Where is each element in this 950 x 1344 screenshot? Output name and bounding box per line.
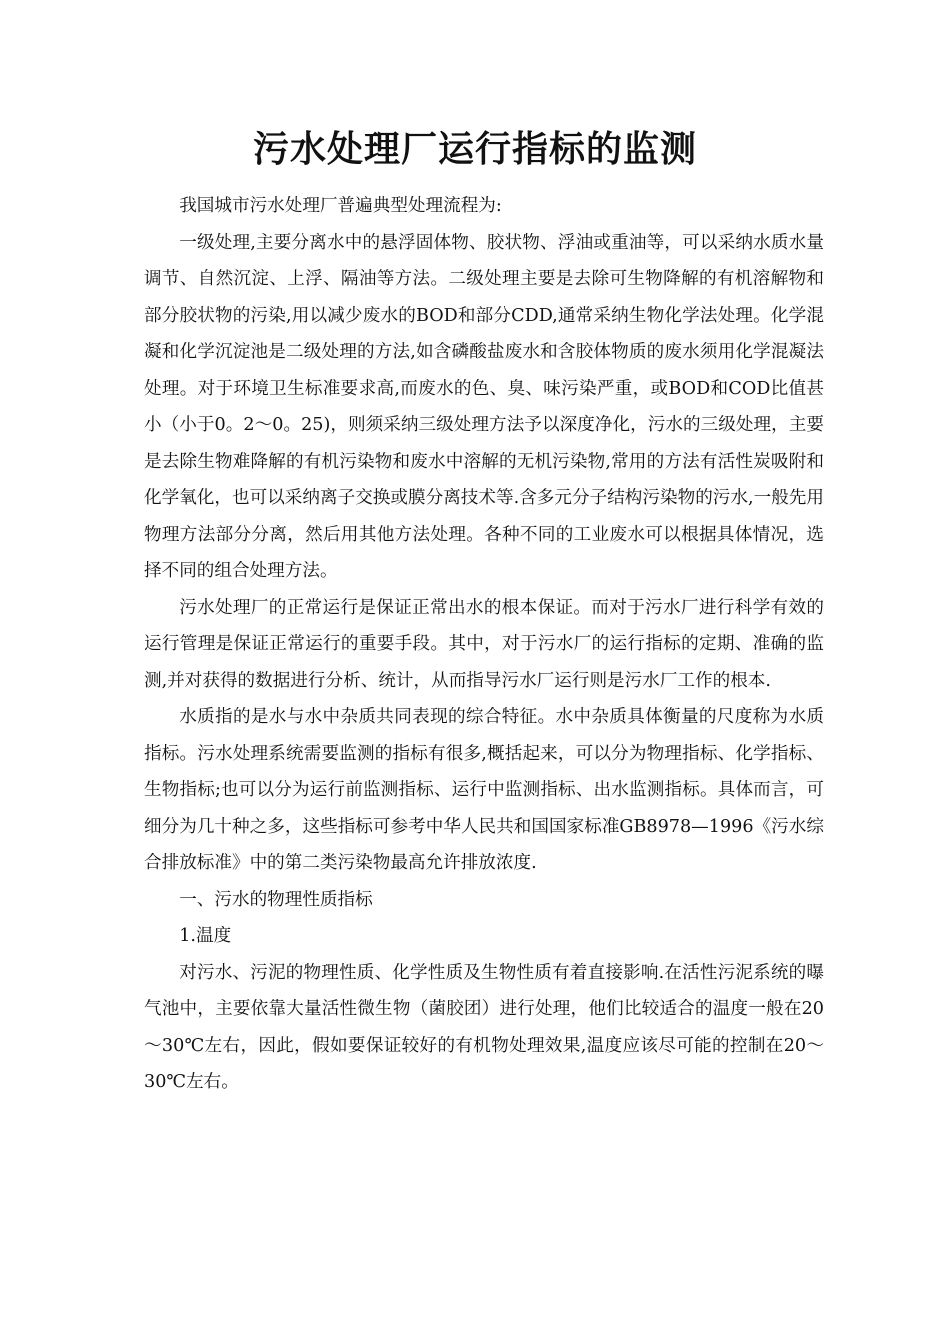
paragraph-water-quality: 水质指的是水与水中杂质共同表现的综合特征。水中杂质具体衡量的尺度称为水质指标。污水处理系统需要监测的指标有很多,概括起来，可以分为物理指标、化学指标、生物指标;也可以分为运行前监测指标、运行中监测指标、出水监测指标。具体而言，可细分为几十种之多，这些指标可参考中华人民共和国国家标准GB8978—1996《污水综合排放标准》中的第二类污染物最高允许排放浓度. — [144, 707, 824, 873]
document-body — [144, 188, 824, 1101]
paragraph-treatment-levels: 一级处理,主要分离水中的悬浮固体物、胶状物、浮油或重油等，可以采纳水质水量调节、自然沉淀、上浮、隔油等方法。二级处理主要是去除可生物降解的有机溶解物和部分胶状物的污染,用以减少废水的BOD和部分CDD,通常采纳生物化学法处理。化学混凝和化学沉淀池是二级处理的方法,如含磷酸盐废水和含胶体物质的废水须用化学混凝法处理。对于环境卫生标准要求高,而废水的色、臭、味污染严重，或BOD和COD比值甚小（小于0。2～0。25)，则须采纳三级处理方法予以深度净化，污水的三级处理，主要是去除生物难降解的有机污染物和废水中溶解的无机污染物,常用的方法有活性炭吸附和化学氧化，也可以采纳离子交换或膜分离技术等.含多元分子结构污染物的污水,一般先用物理方法部分分离，然后用其他方法处理。各种不同的工业废水可以根据具体情况，选择不同的组合处理方法。 — [144, 232, 824, 581]
paragraph-intro: 我国城市污水处理厂普遍典型处理流程为: — [179, 196, 502, 216]
subsection-heading-temperature: 1.温度 — [179, 926, 232, 946]
paragraph-temperature: 对污水、污泥的物理性质、化学性质及生物性质有着直接影响.在活性污泥系统的曝气池中，主要依靠大量活性微生物（菌胶团）进行处理，他们比较适合的温度一般在20～30℃左右，因此，假如要保证较好的有机物处理效果,温度应该尽可能的控制在20～30℃左右。 — [144, 962, 824, 1092]
section-heading-physical: 一、污水的物理性质指标 — [179, 889, 373, 910]
document-title: 污水处理厂运行指标的监测 — [252, 129, 697, 170]
paragraph-operation: 污水处理厂的正常运行是保证正常出水的根本保证。而对于污水厂进行科学有效的运行管理是保证正常运行的重要手段。其中，对于污水厂的运行指标的定期、准确的监测,并对获得的数据进行分析、统计，从而指导污水厂运行则是污水厂工作的根本. — [144, 597, 824, 691]
